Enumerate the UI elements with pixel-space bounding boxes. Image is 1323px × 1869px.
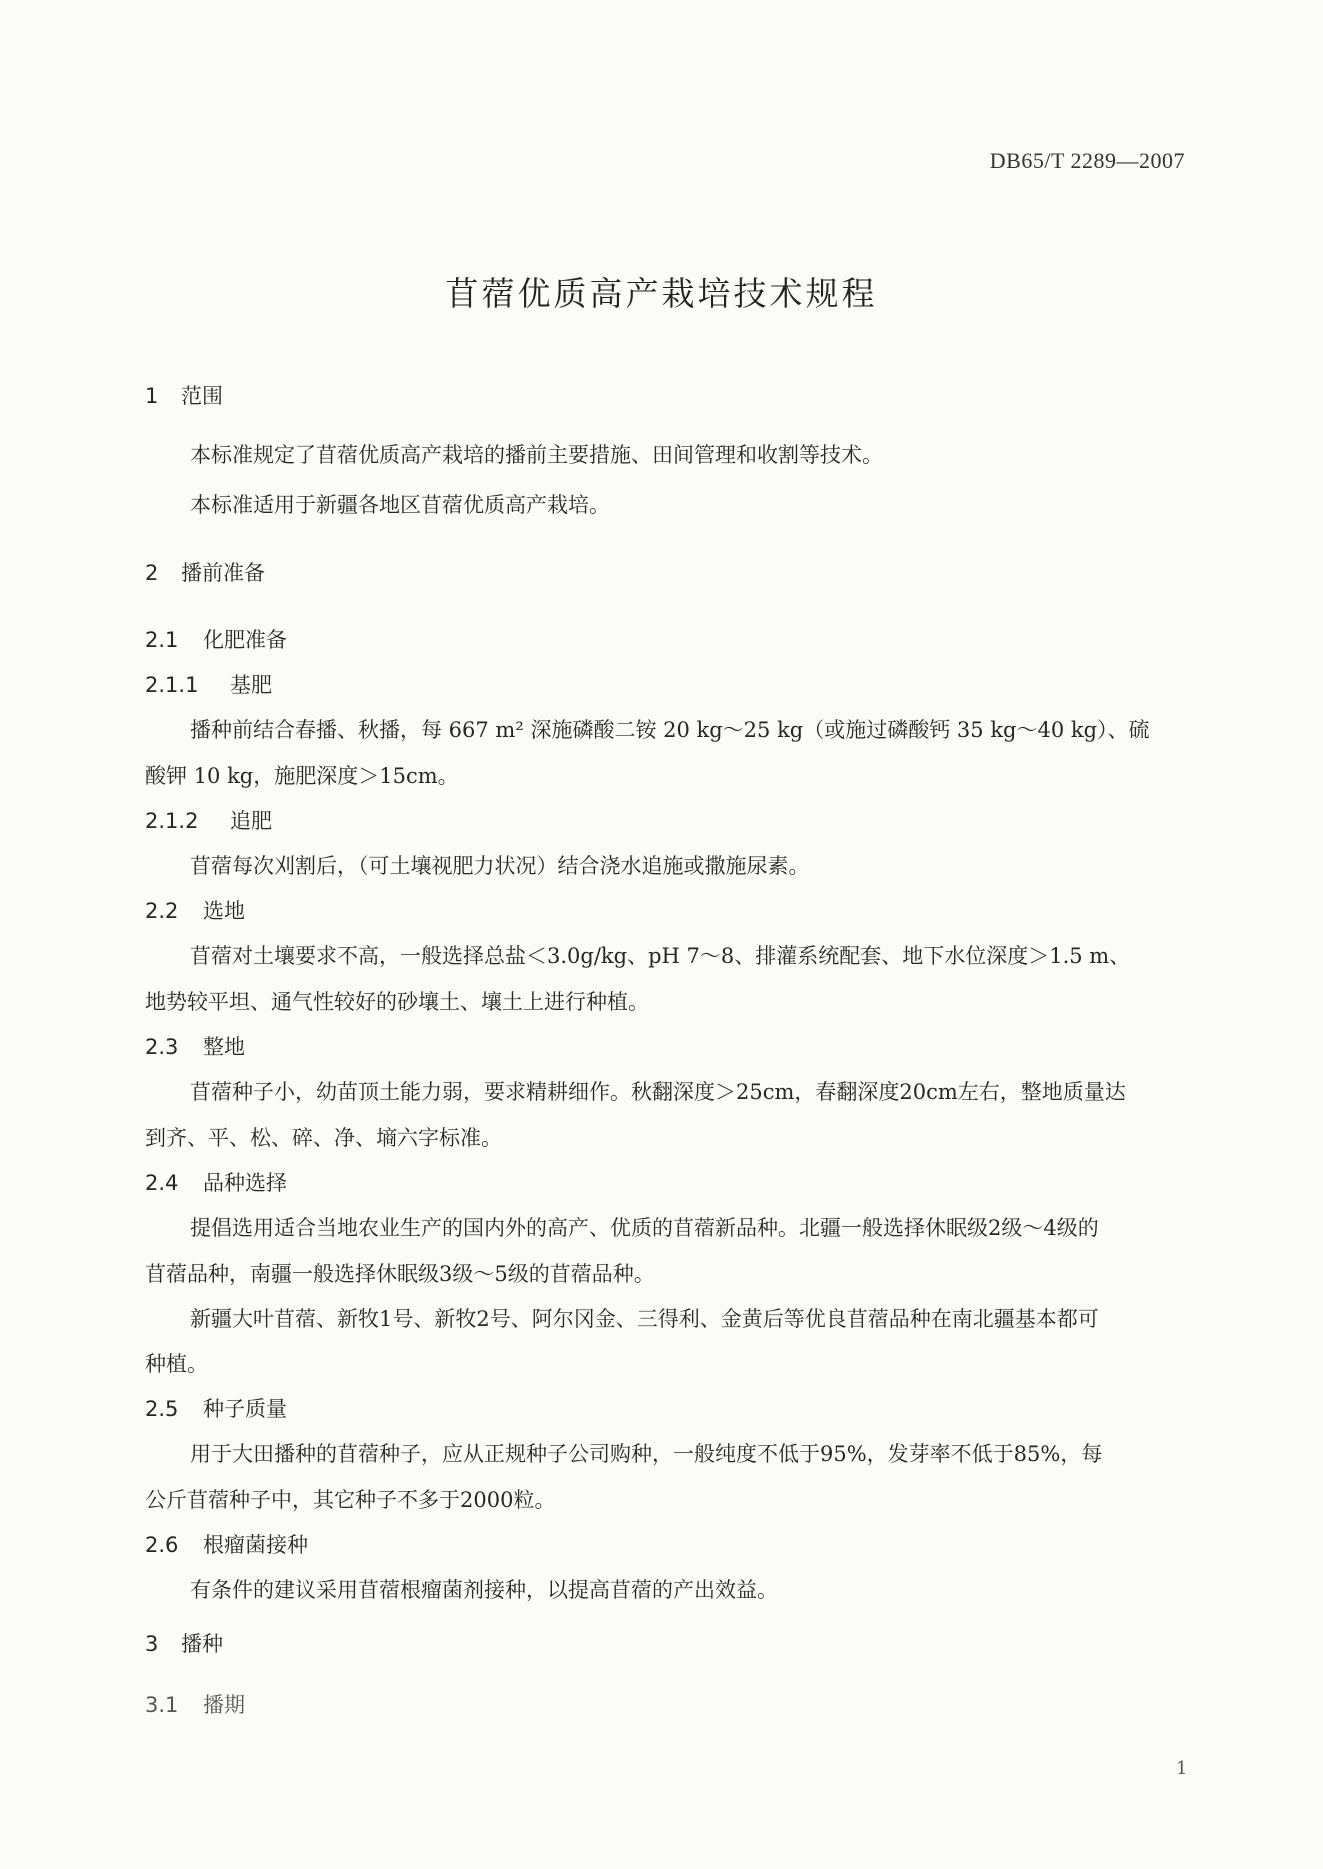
section-number: 2.1: [145, 628, 179, 652]
section-label: 选地: [203, 899, 245, 923]
paragraph: 苜蓿每次刈割后，（可土壤视肥力状况）结合浇水追施或撒施尿素。: [190, 854, 810, 878]
section-2-6-heading: [145, 1530, 308, 1560]
section-number: 2.1.2: [145, 809, 199, 833]
section-2-1-heading: [145, 625, 287, 655]
paragraph-continuation: 酸钾 10 kg，施肥深度＞15cm。: [145, 764, 459, 788]
paragraph: 有条件的建议采用苜蓿根瘤菌剂接种，以提高苜蓿的产出效益。: [190, 1578, 778, 1602]
section-3-1-heading: [145, 1690, 245, 1720]
section-2-1-2-heading: [145, 806, 272, 836]
section-label: 品种选择: [203, 1171, 287, 1195]
section-number: 2.2: [145, 899, 179, 923]
section-number: 2.5: [145, 1397, 179, 1421]
section-number: 2.3: [145, 1035, 179, 1059]
paragraph: 用于大田播种的苜蓿种子，应从正规种子公司购种，一般纯度不低于95%，发芽率不低于85%，每: [190, 1442, 1103, 1466]
paragraph-continuation: 公斤苜蓿种子中，其它种子不多于2000粒。: [145, 1488, 556, 1512]
paragraph: 本标准适用于新疆各地区苜蓿优质高产栽培。: [190, 493, 610, 517]
section-label: 播前准备: [181, 561, 265, 585]
section-number: 2.1.1: [145, 673, 199, 697]
section-label: 化肥准备: [203, 628, 287, 652]
section-label: 种子质量: [203, 1397, 287, 1421]
section-label: 范围: [181, 384, 223, 408]
paragraph: 苜蓿对土壤要求不高，一般选择总盐＜3.0g/kg、pH 7～8、排灌系统配套、地下水位深度＞1.5 m、: [190, 944, 1131, 968]
paragraph: 提倡选用适合当地农业生产的国内外的高产、优质的苜蓿新品种。北疆一般选择休眠级2级～4级的: [190, 1216, 1099, 1240]
section-number: 3: [145, 1632, 159, 1656]
section-label: 播期: [203, 1693, 245, 1717]
section-label: 追肥: [230, 809, 272, 833]
paragraph-continuation: 苜蓿品种，南疆一般选择休眠级3级～5级的苜蓿品种。: [145, 1262, 655, 1286]
document-title: 苜蓿优质高产栽培技术规程: [445, 274, 878, 313]
section-label: 播种: [181, 1632, 223, 1656]
paragraph: 新疆大叶苜蓿、新牧1号、新牧2号、阿尔冈金、三得利、金黄后等优良苜蓿品种在南北疆基本都可: [190, 1307, 1099, 1331]
paragraph: 苜蓿种子小，幼苗顶土能力弱，要求精耕细作。秋翻深度＞25cm，春翻深度20cm左右，整地质量达: [190, 1080, 1126, 1104]
standard-number: DB65/T 2289—2007: [989, 148, 1185, 173]
paragraph-continuation: 到齐、平、松、碎、净、墒六字标准。: [145, 1126, 502, 1150]
section-number: 1: [145, 384, 159, 408]
section-2-4-heading: [145, 1168, 287, 1198]
section-number: 2: [145, 561, 159, 585]
section-2-1-1-heading: [145, 670, 272, 700]
section-label: 基肥: [230, 673, 272, 697]
section-label: 根瘤菌接种: [203, 1533, 308, 1557]
section-1-heading: [145, 381, 223, 411]
paragraph: 本标准规定了苜蓿优质高产栽培的播前主要措施、田间管理和收割等技术。: [190, 443, 883, 467]
section-number: 2.4: [145, 1171, 179, 1195]
section-number: 3.1: [145, 1693, 179, 1717]
section-3-heading: [145, 1629, 223, 1659]
section-2-5-heading: [145, 1394, 287, 1424]
section-2-heading: [145, 558, 265, 588]
page-number: 1: [1176, 1758, 1188, 1779]
paragraph-continuation: 地势较平坦、通气性较好的砂壤土、壤土上进行种植。: [145, 990, 649, 1014]
section-number: 2.6: [145, 1533, 179, 1557]
paragraph-continuation: 种植。: [145, 1352, 208, 1376]
section-2-3-heading: [145, 1032, 245, 1062]
paragraph: 播种前结合春播、秋播，每 667 m² 深施磷酸二铵 20 kg～25 kg（或施过磷酸钙 35 kg～40 kg）、硫: [190, 718, 1150, 742]
section-2-2-heading: [145, 896, 245, 926]
section-label: 整地: [203, 1035, 245, 1059]
